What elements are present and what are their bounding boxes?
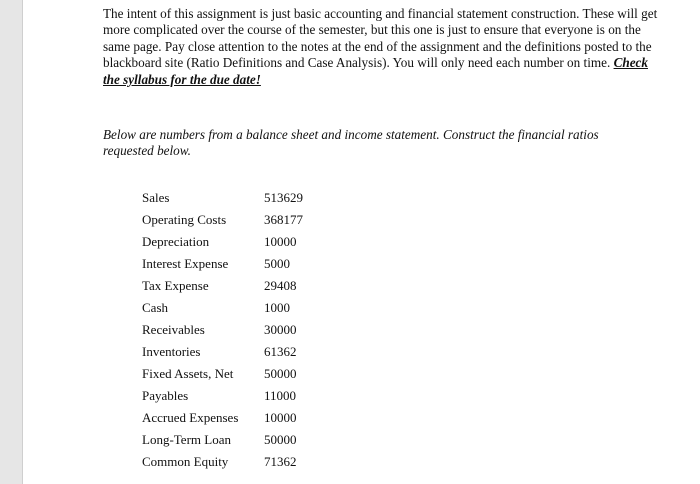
item-label: Depreciation [142,234,210,249]
item-value: 61362 [264,344,297,359]
instruction-text: Below are numbers from a balance sheet and income statement. Construct the financial ratios requested below. [103,127,599,159]
item-label: Tax Expense [142,278,209,293]
table-row [142,187,324,209]
item-label: Common Equity [142,454,229,469]
item-label: Sales [142,190,170,205]
table-row [142,341,324,363]
table-row [142,275,324,297]
intro-paragraph [103,6,663,88]
item-label: Operating Costs [142,212,227,227]
item-value: 29408 [264,278,297,293]
table-row [142,231,324,253]
item-value: 10000 [264,410,297,425]
table-row [142,209,324,231]
item-label: Accrued Expenses [142,410,239,425]
left-margin-bar [0,0,22,484]
item-label: Payables [142,388,189,403]
item-value: 513629 [264,190,303,205]
item-label: Fixed Assets, Net [142,366,234,381]
table-row [142,385,324,407]
item-value: 368177 [264,212,303,227]
item-value: 1000 [264,300,290,315]
left-margin-divider [22,0,23,484]
table-row [142,429,324,451]
item-value: 50000 [264,366,297,381]
table-row [142,363,324,385]
item-value: 71362 [264,454,297,469]
item-label: Long-Term Loan [142,432,231,447]
table-row [142,319,324,341]
item-label: Receivables [142,322,205,337]
syllabus-due-date-link[interactable]: Check the syllabus for the due date! [103,55,648,87]
item-label: Interest Expense [142,256,229,271]
table-row [142,451,324,473]
item-value: 10000 [264,234,297,249]
table-row [142,407,324,429]
table-row [142,297,324,319]
table-row [142,253,324,275]
financial-data-table [142,187,324,473]
item-label: Cash [142,300,168,315]
item-value: 5000 [264,256,290,271]
item-value: 11000 [264,388,297,403]
intro-text: The intent of this assignment is just basic accounting and financial statement construction. These will get more complicated over the course of the semester, but this one is just to ensure that everyone is on the same page. Pay close attention to the notes at the end of the assignment and the definitions posted to the blackboard site (Ratio Definitions and Case Analysis). You will only need each number on time. [103,6,658,71]
item-value: 30000 [264,322,297,337]
item-value: 50000 [264,432,297,447]
item-label: Inventories [142,344,201,359]
